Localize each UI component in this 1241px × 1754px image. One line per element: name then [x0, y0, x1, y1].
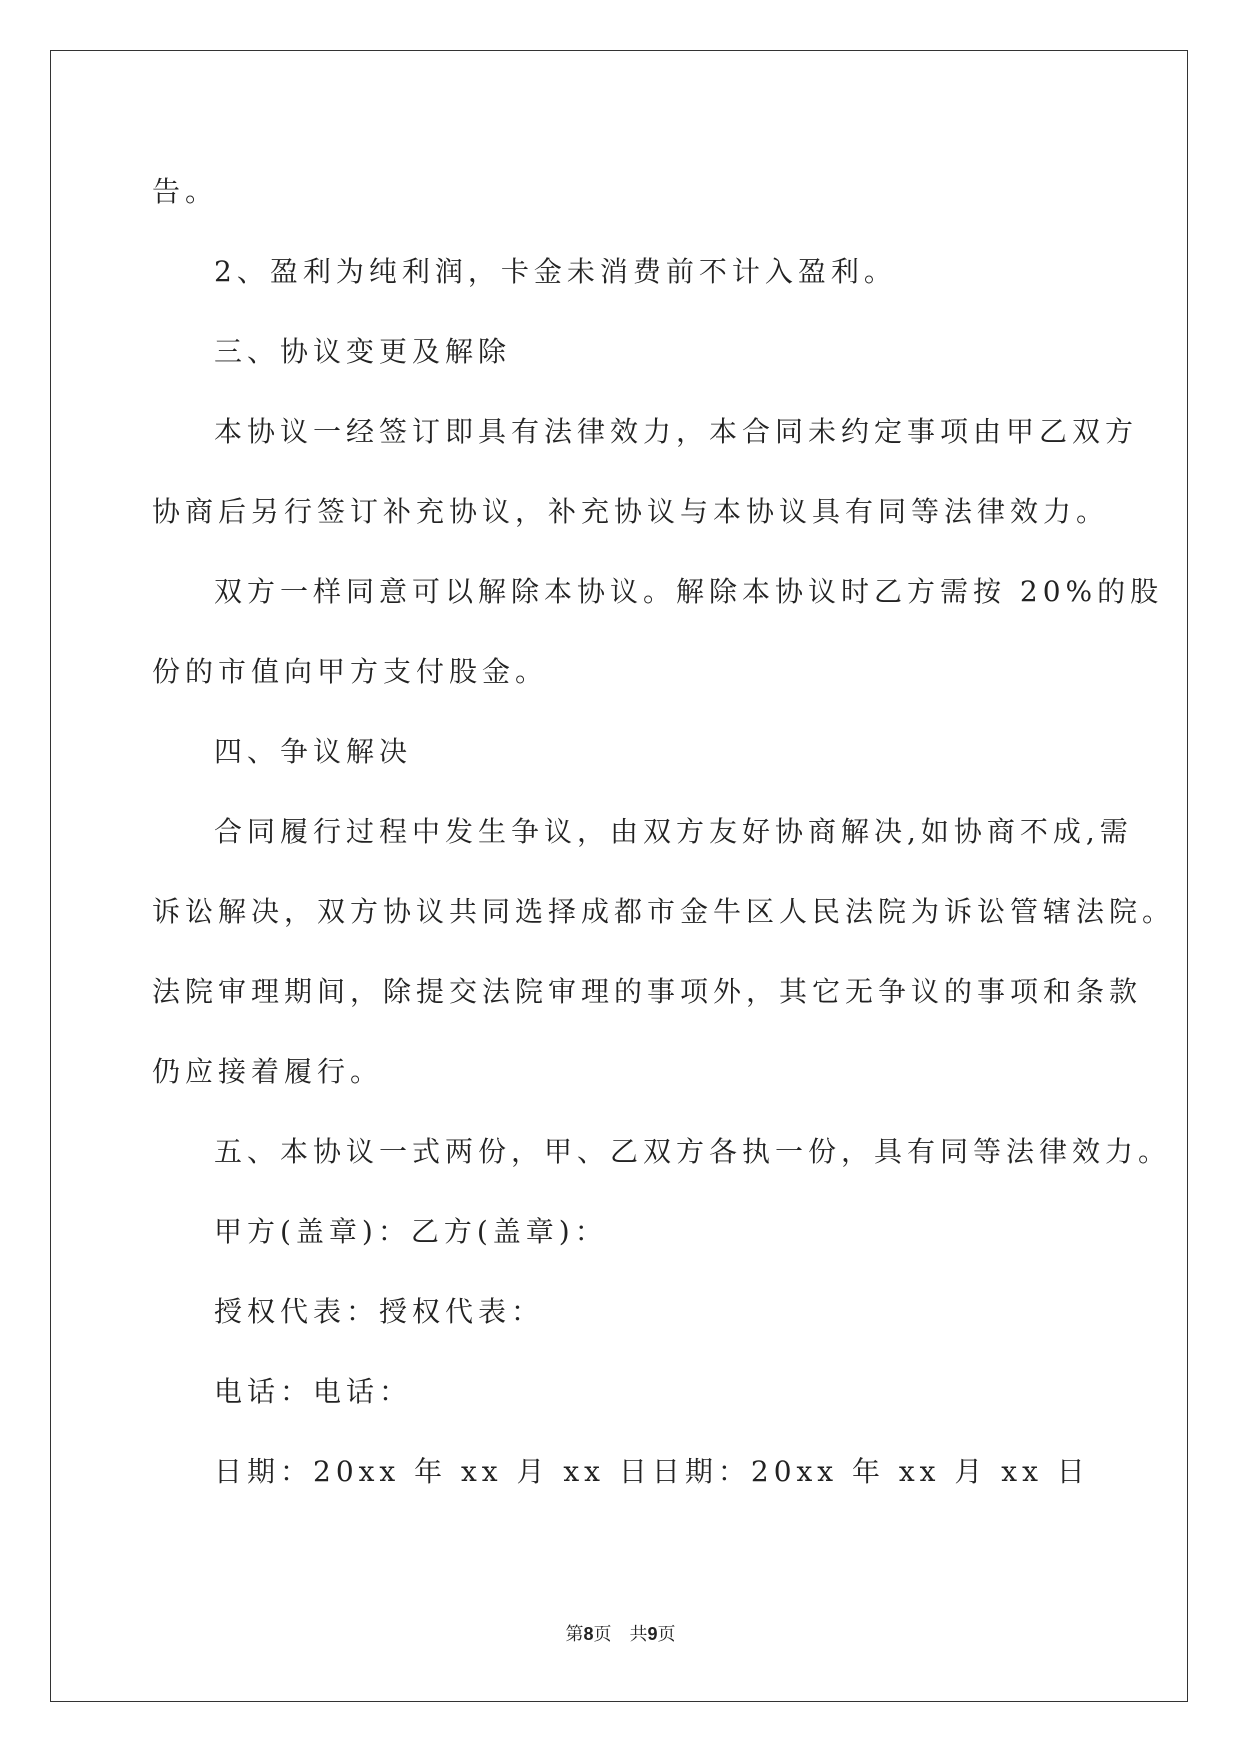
- signature-phone-line: 电话：电话：: [214, 1375, 413, 1408]
- signature-date-line: 日期：20xx 年 xx 月 xx 日日期：20xx 年 xx 月 xx 日: [214, 1455, 1090, 1488]
- page-suffix: 页: [593, 1624, 612, 1645]
- current-page-number: 8: [583, 1624, 594, 1644]
- text-line: 本协议一经签订即具有法律效力，本合同未约定事项由甲乙双方: [214, 415, 1139, 448]
- text-line: 2、盈利为纯利润，卡金未消费前不计入盈利。: [214, 255, 897, 288]
- text-line: 仍应接着履行。: [152, 1055, 384, 1088]
- page-number-footer: [0, 1620, 1241, 1646]
- page-prefix: 第: [565, 1624, 584, 1645]
- document-body: [152, 152, 1176, 1512]
- total-prefix: 共: [629, 1624, 648, 1645]
- section-heading: 四、争议解决: [214, 735, 413, 768]
- text-line: 合同履行过程中发生争议，由双方友好协商解决,如协商不成,需: [214, 815, 1133, 848]
- text-line: 五、本协议一式两份，甲、乙双方各执一份，具有同等法律效力。: [214, 1135, 1172, 1168]
- section-heading: 三、协议变更及解除: [214, 335, 512, 368]
- total-suffix: 页: [657, 1624, 676, 1645]
- signature-representative-line: 授权代表：授权代表：: [214, 1295, 545, 1328]
- text-line: 双方一样同意可以解除本协议。解除本协议时乙方需按 20%的股: [214, 575, 1164, 608]
- text-line: 告。: [152, 175, 219, 208]
- signature-seal-line: 甲方(盖章)：乙方(盖章)：: [214, 1215, 608, 1248]
- text-line: 法院审理期间，除提交法院审理的事项外，其它无争议的事项和条款: [152, 975, 1143, 1008]
- total-pages-number: 9: [647, 1624, 658, 1644]
- text-line: 份的市值向甲方支付股金。: [152, 655, 549, 688]
- text-line: 协商后另行签订补充协议，补充协议与本协议具有同等法律效力。: [152, 495, 1110, 528]
- text-line: 诉讼解决，双方协议共同选择成都市金牛区人民法院为诉讼管辖法院。: [152, 895, 1176, 928]
